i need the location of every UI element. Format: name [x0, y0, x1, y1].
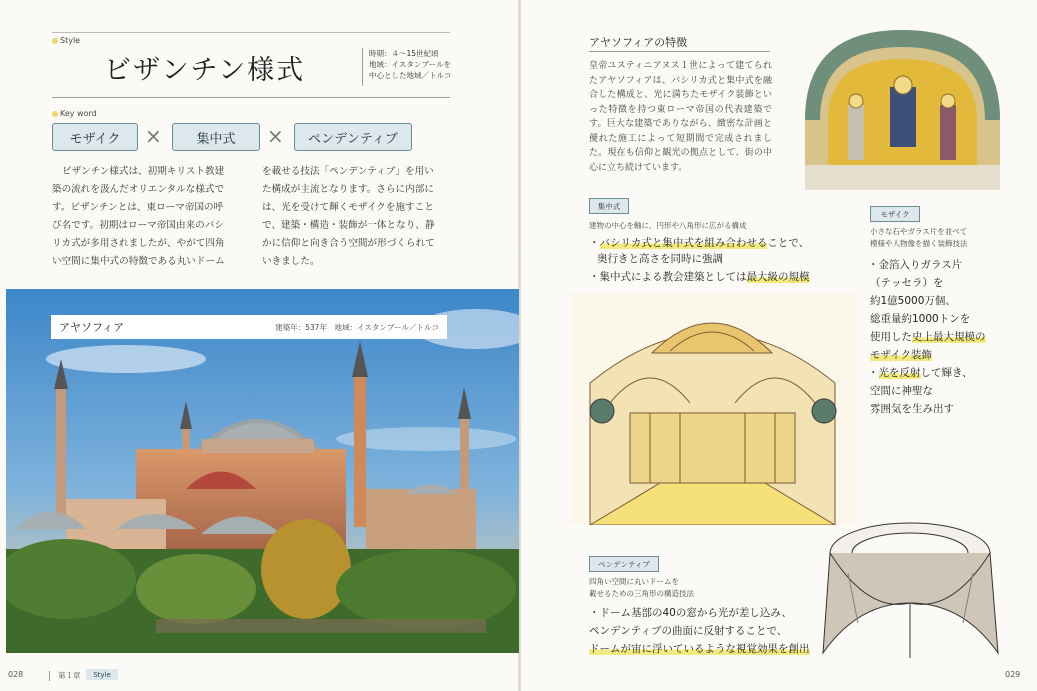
mosaic-line: 雰囲気を生み出す — [870, 403, 954, 415]
title-rule — [52, 97, 450, 98]
pendentive-desc-line: 載せるための三角形の構造技法 — [589, 589, 694, 598]
mosaic-desc-line: 模様や人物像を描く装飾技法 — [870, 239, 968, 248]
hagia-sophia-image — [6, 289, 519, 653]
body-line: た構成が主流となります。さらに内部に — [262, 184, 434, 195]
mosaic-line: ・金箔入りガラス片 — [868, 259, 963, 271]
pendentive-line: ペンデンティブの曲面に反射することで、 — [589, 625, 788, 637]
mosaic-line-highlight: 史上最大規模の — [912, 331, 986, 343]
mosaic-line: 約1億5000万個、 — [870, 295, 956, 307]
body-column-1 — [52, 163, 242, 271]
times-icon: × — [145, 124, 162, 148]
mosaic-line — [868, 346, 986, 364]
times-icon: × — [267, 124, 284, 148]
pendentive-desc-line: 四角い空間に丸いドームを — [589, 577, 679, 586]
style-badge: Style — [86, 669, 118, 680]
mosaic-bullets — [868, 256, 986, 418]
body-line: は、光を受けて輝くモザイクを施すこと — [262, 202, 434, 213]
body-line: す。ビザンチンとは、東ローマ帝国の呼 — [52, 202, 224, 213]
meta-region: 地域：イスタンブールを — [369, 60, 452, 69]
mosaic-line: 空間に神聖な — [870, 385, 933, 397]
meta-region-2: 中心とした地域／トルコ — [369, 71, 452, 80]
style-tag-label: Style — [60, 36, 81, 45]
pendentive-line-highlight: ドームが宙に浮いているような視覚効果を創出 — [589, 643, 810, 655]
pendentive-image — [818, 513, 1003, 658]
section-heading: アヤソフィアの特徴 — [589, 36, 688, 49]
meta-era: 時期：４～15世紀頃 — [369, 49, 439, 58]
mosaic-line — [868, 328, 986, 346]
intro-paragraph: 皇帝ユスティニアヌス１世によって建てられたアヤソフィアは、バシリカ式と集中式を融合した構成と、光に満ちたモザイク装飾といった特徴を持つ東ローマ帝国の代表建築です。巨大な建築でありながら、緻密な計画と優れた施工によって短期間で完成されました。現在も信仰と観光の拠点として、街の中心に立ち続けています。 — [589, 61, 772, 173]
body-column-2 — [262, 163, 452, 271]
tag-mosaic: モザイク — [870, 206, 920, 222]
interior-illustration — [570, 293, 855, 525]
mosaic-line-rest: して輝き、 — [920, 367, 973, 379]
pendentive-illustration — [818, 513, 1003, 658]
interior-image — [570, 293, 855, 525]
body-line: い空間に集中式の特徴である丸いドーム — [52, 256, 225, 267]
tag-central: 集中式 — [589, 198, 629, 214]
pendentive-bullets — [589, 604, 810, 658]
mosaic-line-highlight: 光を反射 — [878, 367, 921, 379]
body-line: かに信仰と向き合う空間が形づくられて — [262, 238, 435, 249]
mosaic-line: ・光を反射して輝き、 — [868, 367, 973, 379]
footer-divider — [49, 671, 50, 681]
central-desc: 建物の中心を軸に、円形や八角形に広がる構成 — [589, 221, 747, 230]
central-bullet-1-line2: 奥行きと高さを同時に強調 — [597, 253, 723, 265]
dot-icon — [52, 38, 58, 44]
mosaic-line: 総重量約1000トンを — [870, 313, 971, 325]
keyword-mosaic: モザイク — [52, 123, 138, 151]
mosaic-image — [800, 25, 1005, 190]
pendentive-desc — [589, 576, 694, 600]
page-number-right: 029 — [1005, 670, 1021, 679]
style-tag — [52, 36, 80, 45]
body-line: ビザンチン様式は、初期キリスト教建 — [62, 166, 225, 177]
body-line: いきました。 — [262, 256, 320, 267]
top-rule — [52, 32, 450, 33]
chapter-label: 第１章 — [58, 671, 81, 680]
central-bullet-1: ・バシリカ式と集中式を組み合わせることで、 — [589, 237, 810, 249]
body-line: 築の流れを汲んだオリエンタルな様式で — [52, 184, 225, 195]
mosaic-line-highlight: モザイク装飾 — [870, 349, 933, 361]
keyword-tag-label: Key word — [60, 109, 97, 118]
body-line: で、建築・構造・装飾が一体となり、静 — [262, 220, 435, 231]
page-number-left: 028 — [8, 670, 24, 679]
dot-icon — [52, 111, 58, 117]
mosaic-line: （テッセラ）を — [870, 277, 944, 289]
central-bullet-2-pre: ・集中式による教会建築としては — [589, 271, 747, 283]
page-title: ビザンチン様式 — [104, 55, 306, 86]
body-line: を載せる技法「ペンデンティブ」を用い — [262, 166, 434, 177]
photo-name: アヤソフィア — [59, 321, 125, 334]
hagia-sophia-photo — [6, 289, 519, 653]
pendentive-line — [589, 640, 810, 658]
pendentive-line: ・ドーム基部の40の窓から光が差し込み、 — [589, 607, 792, 619]
central-bullet-1-rest: ことで、 — [767, 237, 810, 249]
central-bullet-2 — [589, 268, 810, 286]
title-meta — [362, 48, 452, 86]
mosaic-illustration — [800, 25, 1005, 190]
keyword-tag — [52, 109, 97, 118]
body-line: リカ式が多用されましたが、やがて四角 — [52, 238, 225, 249]
photo-caption-bar — [51, 315, 447, 339]
mosaic-line-pre: 使用した — [870, 331, 912, 343]
mosaic-desc — [870, 226, 968, 250]
central-bullet-2-highlight: 最大級の規模 — [746, 271, 810, 283]
photo-meta: 建築年：537年 地域：イスタンブール／トルコ — [275, 322, 439, 332]
central-bullet-1-highlight: バシリカ式と集中式を組み合わせる — [599, 237, 768, 249]
keyword-central: 集中式 — [172, 123, 260, 151]
tag-pendentive: ペンデンティブ — [589, 556, 659, 572]
mosaic-desc-line: 小さな石やガラス片を並べて — [870, 227, 968, 236]
heading-rule — [589, 51, 770, 52]
keyword-pendentive: ペンデンティブ — [294, 123, 412, 151]
body-line: び名です。初期はローマ帝国由来のバシ — [52, 220, 224, 231]
